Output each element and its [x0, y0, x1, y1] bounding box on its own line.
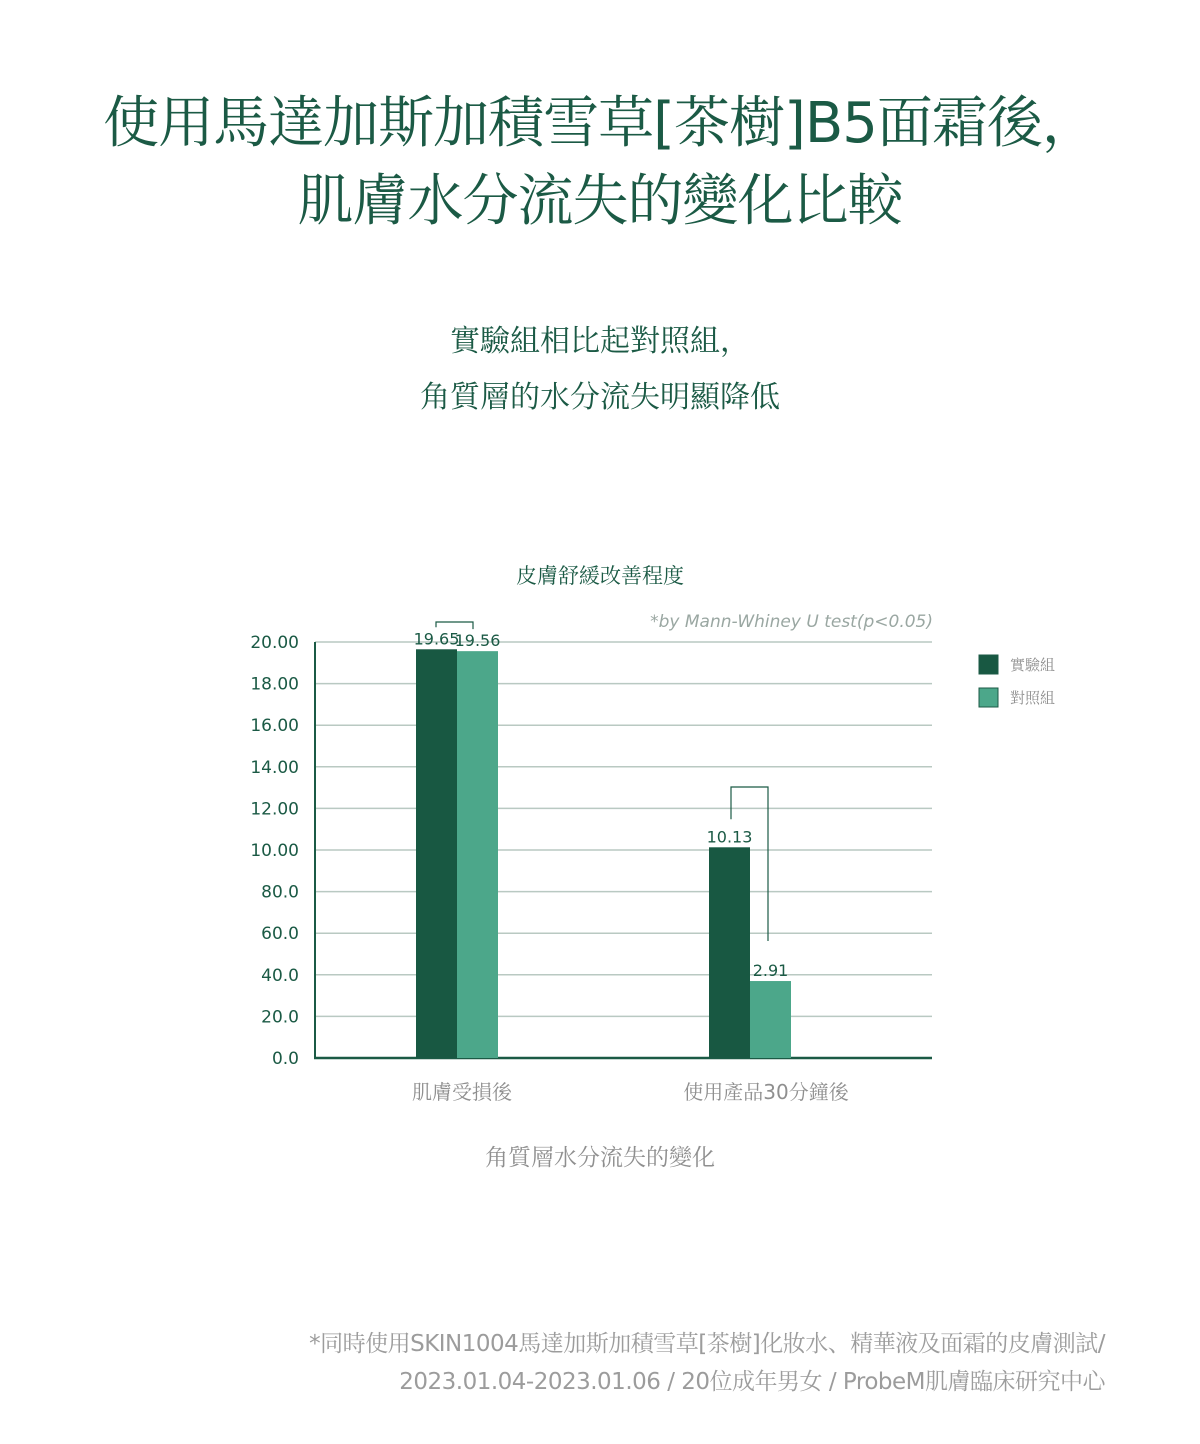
data-label: 2.91	[752, 961, 789, 981]
legend-swatch	[979, 655, 998, 674]
subtitle-line-1: 實驗組相比起對照組，	[450, 324, 750, 359]
chart-title: 皮膚舒緩改善程度	[516, 564, 684, 588]
chart-note: *by Mann-Whiney U test(p<0.05)	[650, 612, 933, 632]
y-tick-label: 20.00	[250, 633, 299, 653]
y-tick-label: 16.00	[250, 716, 299, 737]
data-label: 19.65	[413, 629, 460, 649]
footnote-line-1: *同時使用SKIN1004馬達加斯加積雪草[茶樹]化妝水、精華液及面霜的皮膚測試/	[309, 1331, 1105, 1357]
y-tick-label: 60.0	[261, 924, 299, 945]
bar	[457, 651, 498, 1058]
bar	[750, 981, 791, 1058]
y-tick-label: 20.0	[261, 1007, 299, 1028]
y-tick-label: 12.00	[250, 799, 299, 820]
y-tick-label: 80.0	[261, 882, 299, 903]
page-title-line-2: 肌膚水分流失的變化比較	[297, 169, 903, 234]
page-title-line-1: 使用馬達加斯加積雪草[茶樹]B5面霜後，	[103, 91, 1097, 156]
x-tick-label: 使用產品30分鐘後	[683, 1080, 849, 1104]
footnote-line-2: 2023.01.04-2023.01.06 / 20位成年男女 / ProbeM肌膚臨床研究中心	[399, 1369, 1105, 1395]
subtitle-line-2: 角質層的水分流失明顯降低	[420, 380, 780, 415]
legend-label: 對照組	[1010, 689, 1056, 707]
x-axis-label: 角質層水分流失的變化	[485, 1145, 715, 1171]
bar-chart	[0, 540, 1200, 1190]
legend-label: 實驗組	[1010, 656, 1056, 674]
y-tick-label: 14.00	[250, 757, 299, 778]
data-label: 19.56	[454, 631, 501, 651]
legend-swatch	[979, 688, 998, 707]
x-tick-label: 肌膚受損後	[412, 1080, 512, 1104]
bar	[709, 847, 750, 1058]
bar	[416, 649, 457, 1058]
significance-bracket	[436, 622, 473, 629]
y-tick-label: 0.0	[271, 1049, 299, 1069]
y-tick-label: 40.0	[261, 965, 299, 986]
y-tick-label: 10.00	[250, 841, 299, 861]
data-label: 10.13	[706, 827, 753, 847]
y-tick-label: 18.00	[250, 674, 299, 695]
